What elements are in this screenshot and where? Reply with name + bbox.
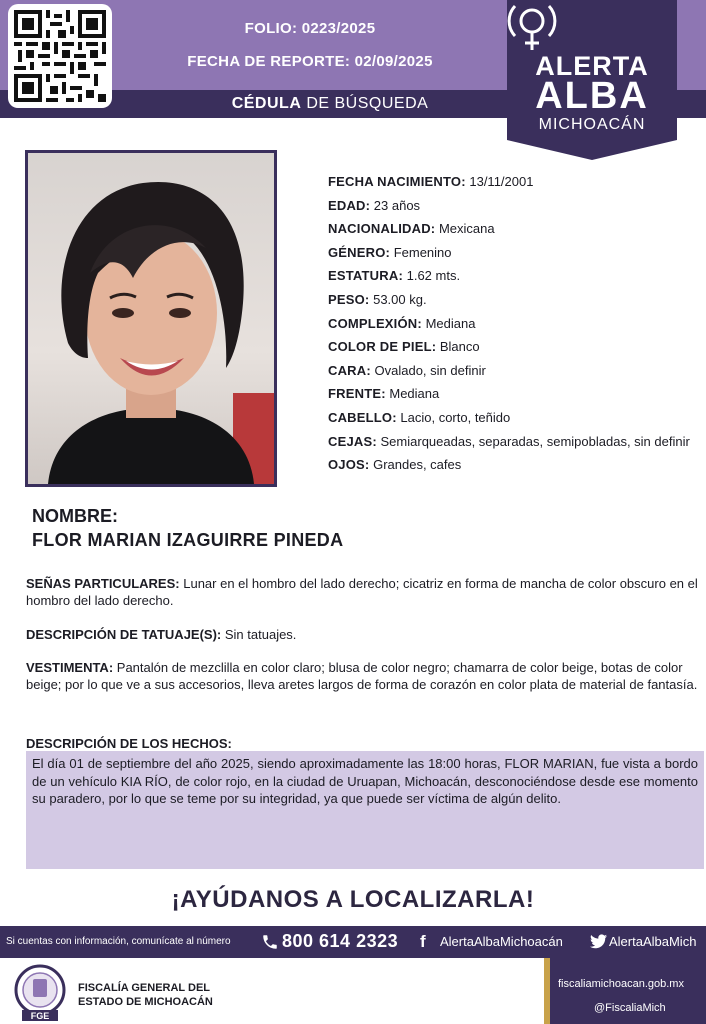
detail-cabello: CABELLO: Lacio, corto, teñido [328,409,511,425]
detail-cejas: CEJAS: Semiarqueadas, separadas, semipobladas, sin definir [328,433,690,449]
alert-word-alba: ALBA [535,75,649,117]
contact-intro: Si cuentas con información, comunícate al número [6,936,231,947]
folio-number: FOLIO: 0223/2025 [244,20,376,37]
events-description: El día 01 de septiembre del año 2025, siendo aproximadamente las 18:00 horas, FLOR MARIAN, fue vista a bordo de un vehículo KIA RÍO, de color rojo, en la ciudad de Uruapan, Michoacán, desconociéndose desde ese momento su paradero, por lo que se teme por su integridad, ya que puede ser víctima de algún delito. [26,751,704,869]
document-title-rest: DE BÚSQUEDA [301,95,429,112]
detail-peso: PESO: 53.00 kg. [328,291,427,307]
alert-word-michoacan: MICHOACÁN [538,116,646,133]
person-name: FLOR MARIAN IZAGUIRRE PINEDA [32,530,344,550]
twitter-handle[interactable]: AlertaAlbaMich [609,934,697,949]
alerta-alba-badge [507,0,677,160]
social-handle[interactable]: @FiscaliaMich [594,1002,666,1014]
call-to-action: ¡AYÚDANOS A LOCALIZARLA! [171,886,535,913]
alert-female-symbol-icon [507,0,557,52]
footer-links [544,958,706,1024]
document-title-bold: CÉDULA [231,95,302,112]
detail-cara: CARA: Ovalado, sin definir [328,362,486,378]
detail-complexion: COMPLEXIÓN: Mediana [328,315,476,331]
events-label: DESCRIPCIÓN DE LOS HECHOS: [26,736,232,751]
twitter-icon [590,934,607,949]
fge-seal-icon [12,964,68,1022]
detail-color-piel: COLOR DE PIEL: Blanco [328,339,480,355]
fge-institution-name: FISCALÍA GENERAL DEL ESTADO DE MICHOACÁN [78,982,213,1008]
physical-details-list [328,170,698,476]
distinctive-marks: SEÑAS PARTICULARES: Lunar en el hombro del lado derecho; cicatriz en forma de mancha de color obscuro en el hombro del lado derecho. [26,576,698,608]
missing-person-photo [25,150,277,487]
report-date: FECHA DE REPORTE: 02/09/2025 [187,53,433,70]
phone-icon [261,933,279,951]
portrait-illustration [28,153,274,484]
name-label: NOMBRE: [32,506,118,526]
alert-word-alerta: ALERTA [535,51,649,81]
facebook-icon: f [420,932,426,951]
qr-code-icon [14,10,106,102]
document-title [160,95,500,113]
phone-number[interactable]: 800 614 2323 [282,931,399,951]
contact-bar [0,926,706,958]
detail-estatura: ESTATURA: 1.62 mts. [328,268,461,284]
qr-code[interactable] [8,4,112,108]
detail-frente: FRENTE: Mediana [328,386,440,402]
fge-seal-text: FGE [30,1011,50,1021]
detail-fecha-nacimiento: FECHA NACIMIENTO: 13/11/2001 [328,174,534,189]
detail-ojos: OJOS: Grandes, cafes [328,456,462,472]
facebook-handle[interactable]: AlertaAlbaMichoacán [440,934,563,949]
detail-genero: GÉNERO: Femenino [328,244,452,260]
detail-edad: EDAD: 23 años [328,197,421,213]
detail-nacionalidad: NACIONALIDAD: Mexicana [328,221,495,237]
footer-accent-stripe [544,958,550,1024]
tattoo-description: DESCRIPCIÓN DE TATUAJE(S): Sin tatuajes. [26,627,297,642]
clothing-description: VESTIMENTA: Pantalón de mezclilla en color claro; blusa de color negro; chamarra de color beige, botas de color beige; por lo que ve a sus accesorios, lleva aretes largos de forma de corazón en color plata de material de fantasía. [26,660,698,692]
website-link[interactable]: fiscaliamichoacan.gob.mx [558,978,684,990]
